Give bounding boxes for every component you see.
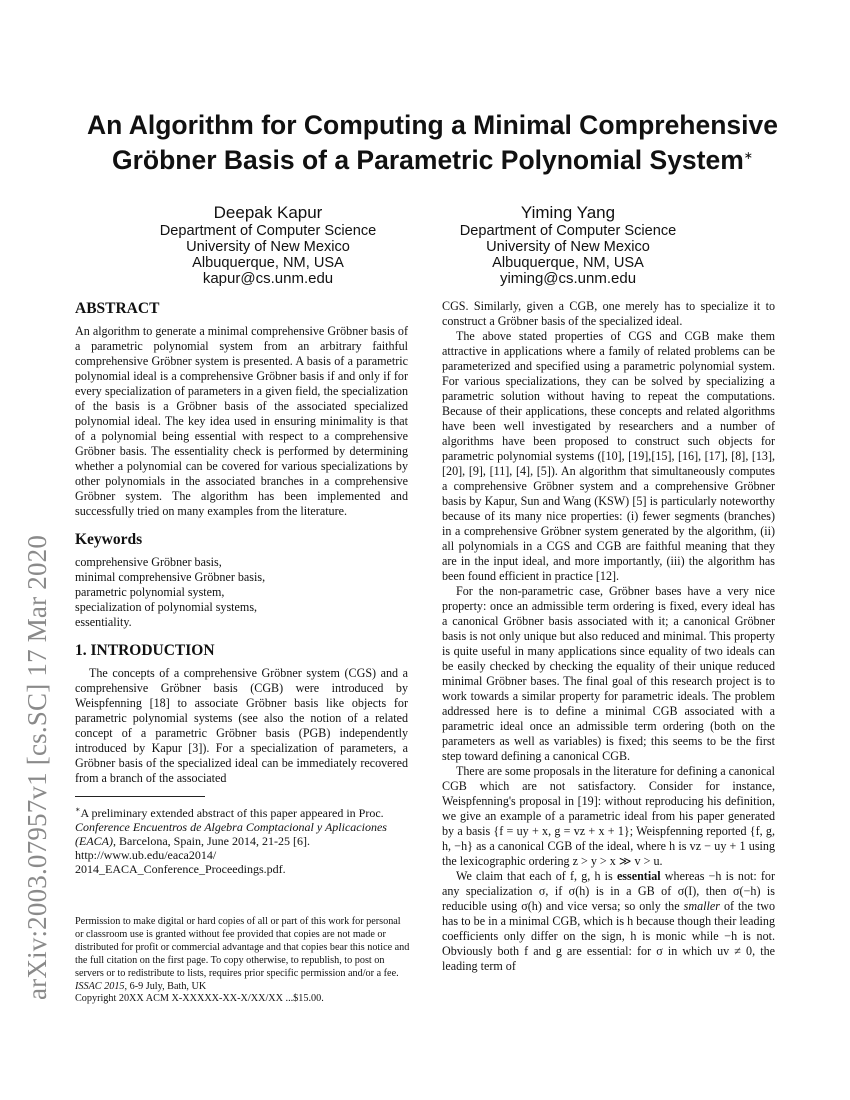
keywords-list: [75, 555, 408, 630]
footnote-url-tail[interactable]: 2014_EACA_Conference_Proceedings.pdf.: [75, 862, 286, 876]
introduction-paragraph: The concepts of a comprehensive Gröbner system (CGS) and a comprehensive Gröbner basis (CGB) were introduced by Weispfenning [18] to associate Gröbner basis like objects for parametric polynomial systems (see also the notion of a related concept of a parametric Gröbner basis (PGB) independently introduced by Kapur [3]). For a specialization of parameters, a Gröbner basis of the specialized ideal can be immediately recovered from a branch of the associated: [75, 666, 408, 785]
author-department: Department of Computer Science: [159, 223, 377, 239]
keyword-item: minimal comprehensive Gröbner basis,: [75, 570, 266, 584]
claim-text: We claim that each of f, g, h is: [456, 869, 617, 883]
smaller-term: smaller: [683, 899, 720, 913]
right-column: [442, 299, 775, 974]
author-name: Deepak Kapur: [213, 203, 323, 222]
keyword-item: specialization of polynomial systems,: [75, 600, 258, 614]
claim-text: whereas −h is not: for any specialization σ, if σ(h) is in a GB of σ(I), then σ(−h) is reducible using σ(h) and vice versa; so only the: [442, 869, 775, 913]
footnote-mark: ∗: [75, 805, 81, 814]
claim-text: of the two has to be in a minimal CGB, which is h because though their leading coefficients only differ on the sign, h is monic while −h is not. Obviously both f and g are essential: for σ in which uv ≠ 0, the leading term of: [442, 899, 775, 973]
author-university: University of New Mexico: [186, 239, 350, 255]
abstract-text: An algorithm to generate a minimal comprehensive Gröbner basis of a parametric polynomial system from an arbitrary faithful comprehensive Gröbner system is presented. A basis of a parametric polynomial ideal is a comprehensive Gröbner basis if and only if for every specialization of parameters in a given field, the specialization of the basis is a Gröbner basis of the associated specialized polynomial ideal. The key idea used in ensuring minimality is that of a polynomial being essential with respect to a comprehensive Gröbner basis. The essentiality check is performed by determining whether a polynomial can be covered for various specializations by other polynomials in the associated branches in a comprehensive Gröbner system. The algorithm has been implemented and successfully tried on many examples from the literature.: [75, 324, 408, 518]
keywords-heading: Keywords: [75, 531, 143, 548]
author-department: Department of Computer Science: [459, 223, 677, 239]
title-line-1: An Algorithm for Computing a Minimal Comprehensive: [87, 110, 778, 140]
footnote-venue: Conference Encuentros de Algebra Comptacional y Aplicaciones (EACA): [75, 820, 387, 848]
conference-details: , 6-9 July, Bath, UK: [124, 980, 207, 992]
body-paragraph: There are some proposals in the literature for defining a canonical CGB which are not satisfactory. Consider for instance, Weispfenning's proposal in [19]: without reproducing his definition, we give an example of a parametric ideal from his paper generated by a basis {f = uy + x, g = vz + x + 1}; Weispfenning reported {f, g, h, −h} as a canonical CGB of the ideal, where h is vz − uy + 1 using the lexicographic ordering z > y > x ≫ v > u.: [442, 764, 776, 868]
footnote: [75, 803, 408, 876]
essential-term: essential: [616, 869, 661, 883]
paper-title: [60, 110, 805, 176]
author-location: Albuquerque, NM, USA: [492, 255, 644, 271]
permission-text: Permission to make digital or hard copies of all or part of this work for personal or classroom use is granted without fee provided that copies are not made or distributed for profit or commercial advantage and that copies bear this notice and the full citation on the first page. To copy otherwise, to republish, to post on servers or to redistribute to lists, requires prior specific permission and/or a fee.: [75, 916, 410, 979]
abstract-heading: ABSTRACT: [75, 300, 160, 317]
author-block: [428, 203, 708, 287]
title-line-2: Gröbner Basis of a Parametric Polynomial System: [111, 144, 744, 175]
conference-name: ISSAC 2015: [75, 980, 125, 992]
author-email[interactable]: kapur@cs.unm.edu: [202, 270, 334, 287]
body-paragraph: The above stated properties of CGS and CGB make them attractive in applications where a family of related problems can be parameterized and specified using a parametric polynomial system. For various specializations, they can be solved by specializing a parametric solution without having to repeat the computations. Because of their applications, these concepts and related algorithms have been well investigated by researchers and a number of algorithms have been proposed to construct such objects for parametric polynomial systems ([10], [19],[15], [16], [17], [8], [13], [20], [9], [11], [4], [5]). An algorithm that simultaneously computes a comprehensive Gröbner system and a comprehensive Gröbner basis by Kapur, Sun and Wang (KSW) [5] is particularly noteworthy because of its many nice properties: (i) fewer segments (branches) in a comprehensive Gröbner system generated by the algorithm, (ii) all polynomials in a CGS and CGB are faithful meaning that they are in the input ideal, and more importantly, (iii) the algorithm has been found efficient in practice [12].: [442, 329, 775, 583]
keyword-item: essentiality.: [75, 615, 132, 629]
author-block: [128, 203, 408, 287]
title-footnote-mark: ∗: [743, 150, 754, 162]
body-paragraph: [442, 869, 775, 974]
body-paragraph: CGS. Similarly, given a CGB, one merely has to specialize it to construct a Gröbner basis of the specialized ideal.: [442, 299, 775, 328]
author-name: Yiming Yang: [520, 203, 616, 222]
copyright-line: Copyright 20XX ACM X-XXXXX-XX-X/XX/XX ...$15.00.: [75, 993, 324, 1005]
arxiv-identifier: arXiv:2003.07957v1 [cs.SC] 17 Mar 2020: [22, 534, 52, 1000]
keyword-item: comprehensive Gröbner basis,: [75, 555, 222, 569]
keyword-item: parametric polynomial system,: [75, 585, 225, 599]
left-column: [75, 300, 408, 876]
author-email[interactable]: yiming@cs.unm.edu: [499, 270, 637, 287]
footnote-text-pre: A preliminary extended abstract of this paper appeared in Proc.: [80, 806, 384, 820]
introduction-heading: 1. INTRODUCTION: [75, 642, 215, 659]
footnote-text-post[interactable]: , Barcelona, Spain, June 2014, 21-25 [6]. http://www.ub.edu/eaca2014/: [75, 834, 310, 862]
author-university: University of New Mexico: [486, 239, 650, 255]
permission-notice: [75, 916, 410, 1006]
footnote-divider: [75, 796, 205, 797]
body-paragraph: For the non-parametric case, Gröbner bases have a very nice property: once an admissible term ordering is fixed, every ideal has a canonical Gröbner basis associated with it; a canonical Gröbner basis is not only unique but also reduced and minimal. This property is quite useful in many applications since equality of two ideals can be easily checked by checking the equality of their unique reduced minimal Gröbner bases. The final goal of this research project is to work towards a similar property for parametric ideals. The problem addressed here is to define a minimal CGB associated with a parametric ideal once an admissible term ordering (both on the parameters as well as variables) is fixed; this seems to be the first step toward defining a canonical CGB.: [442, 584, 775, 763]
author-location: Albuquerque, NM, USA: [192, 255, 344, 271]
